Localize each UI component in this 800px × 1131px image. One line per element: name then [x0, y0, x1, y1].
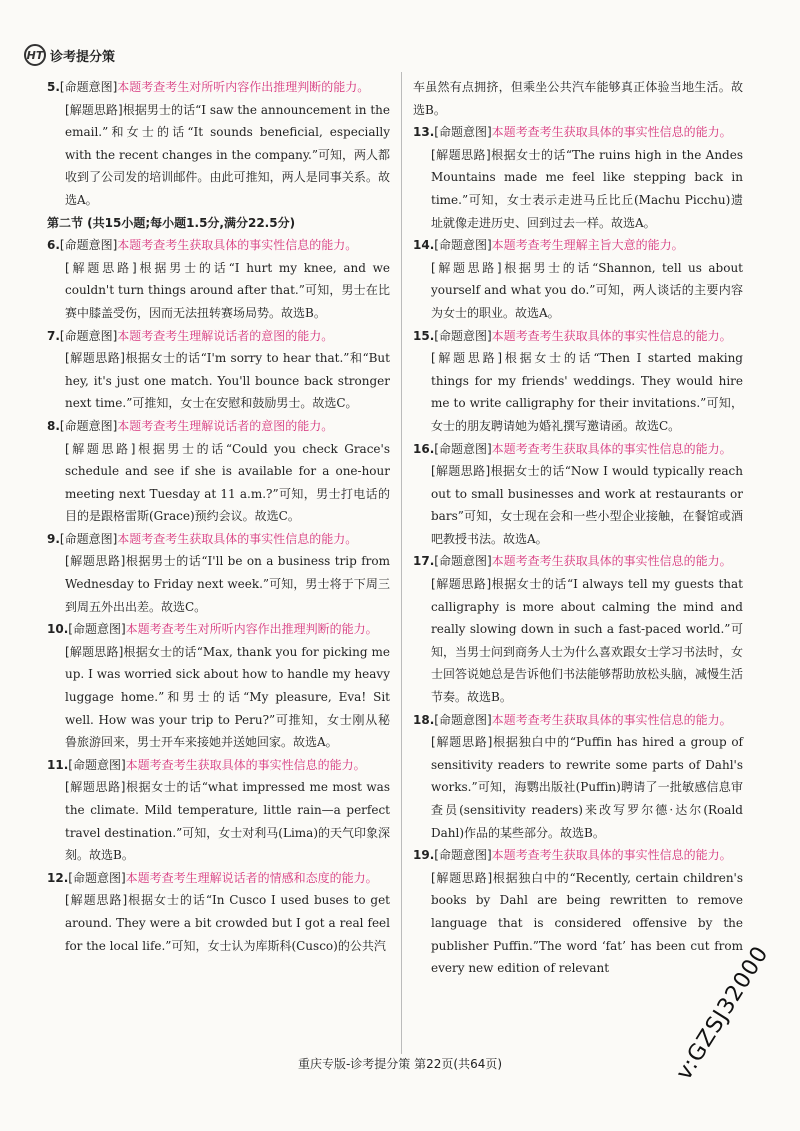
- analysis-line: [413, 144, 743, 234]
- question-block: [47, 618, 390, 754]
- question-block: [413, 234, 743, 324]
- analysis-text: 根据女士的话“Then I started making things for my friends' weddings. They would hire me to write calligraphy for their invitations.”可知，女士的朋友聘请她为婚礼撰写邀请函。故选C。: [431, 351, 743, 433]
- analysis-label: [解题思路]: [431, 147, 491, 162]
- intent-label: [命题意图]: [434, 848, 492, 863]
- question-number: 7.: [47, 328, 60, 343]
- intent-text: 本题考查考生获取具体的事实性信息的能力。: [491, 328, 732, 343]
- intent-text: 本题考查考生获取具体的事实性信息的能力。: [491, 554, 732, 569]
- question-number: 8.: [47, 418, 60, 433]
- question-number: 16.: [413, 441, 435, 456]
- intent-label: [命题意图]: [434, 238, 492, 253]
- intent-line: [413, 438, 743, 461]
- intent-label: [命题意图]: [59, 328, 118, 343]
- question-block: [47, 754, 390, 867]
- analysis-text: 根据女士的话“Now I would typically reach out to small businesses and work at restaurants or bars”可知，女士现在会和一些小型企业接触，在餐馆或酒吧教授书法。故选A。: [431, 464, 743, 546]
- analysis-text: 根据女士的话“I always tell my guests that calligraphy is more about calming the mind and really slowing down in such a fast-paced world.”可知，当男士问到商务人士为什么喜欢跟女士学习书法时，女士回答说她总是告诉他们书法能够帮助放松头脑，减慢生活节奏。故选B。: [431, 577, 744, 705]
- question-number: 9.: [47, 531, 60, 546]
- intent-text: 本题考查考生对所听内容作出推理判断的能力。: [125, 622, 378, 637]
- intent-label: [命题意图]: [434, 441, 492, 456]
- analysis-label: [解题思路]: [431, 351, 503, 366]
- intent-label: [命题意图]: [434, 712, 492, 727]
- analysis-line: [47, 347, 390, 415]
- intent-line: [47, 867, 390, 890]
- intent-text: 本题考查考生理解说话者的意图的能力。: [117, 418, 334, 433]
- analysis-label: [解题思路]: [65, 780, 126, 795]
- analysis-label: [解题思路]: [65, 554, 126, 569]
- intent-label: [命题意图]: [68, 870, 126, 885]
- intent-label: [命题意图]: [59, 238, 118, 253]
- question-block: [413, 121, 743, 234]
- page-footer: 重庆专版-诊考提分策 第22页(共64页): [297, 1057, 503, 1071]
- analysis-label: [解题思路]: [65, 441, 136, 456]
- question-block: [413, 438, 743, 551]
- intent-line: [47, 325, 390, 348]
- intent-text: 本题考查考生获取具体的事实性信息的能力。: [491, 712, 732, 727]
- intent-label: [命题意图]: [59, 80, 118, 94]
- brand-logo-icon: HT: [24, 44, 46, 66]
- analysis-line: [413, 460, 743, 550]
- analysis-text: 根据女士的话“In Cusco I used buses to get around. They were a bit crowded but I got a real feel for the local life.”可知，女士认为库斯科(Cusco)的公共汽: [65, 893, 390, 953]
- question-block: [47, 867, 390, 957]
- analysis-text: 根据独白中的“Recently, certain children's books by Dahl are being rewritten to remove language that is considered offensive by the publisher Puffin.”The word ‘fat’ has been cut from every new edition of relevant: [431, 870, 744, 976]
- question-block: [47, 234, 390, 324]
- analysis-label: [解题思路]: [65, 644, 124, 659]
- question-number: 5.: [47, 80, 60, 94]
- intent-label: [命题意图]: [68, 622, 126, 637]
- intent-label: [命题意图]: [59, 418, 118, 433]
- intent-label: [命题意图]: [434, 554, 492, 569]
- intent-label: [命题意图]: [434, 125, 492, 140]
- intent-line: [413, 121, 743, 144]
- analysis-text: 根据独白中的“Puffin has hired a group of sensitivity readers to rewrite some parts of Dahl's works.”可知，海鹦出版社(Puffin)聘请了一批敏感信息审查员(sensitivity readers)来改写罗尔德·达尔(Roald Dahl)作品的某些部分。故选B。: [431, 735, 743, 840]
- analysis-line: [47, 889, 390, 957]
- intent-line: [47, 76, 390, 99]
- intent-line: [47, 618, 390, 641]
- analysis-label: [解题思路]: [65, 351, 125, 366]
- intent-label: [命题意图]: [434, 328, 492, 343]
- brand-name: 诊考提分策: [50, 49, 116, 65]
- question-block: [413, 709, 743, 845]
- analysis-label: [解题思路]: [65, 893, 128, 908]
- intent-text: 本题考查考生获取具体的事实性信息的能力。: [125, 757, 366, 772]
- intent-line: [413, 844, 743, 867]
- analysis-label: [解题思路]: [431, 577, 492, 592]
- analysis-line: [413, 257, 743, 325]
- analysis-label: [解题思路]: [431, 260, 502, 275]
- question-number: 19.: [413, 848, 435, 863]
- intent-text: 本题考查考生获取具体的事实性信息的能力。: [491, 848, 732, 863]
- intent-text: 本题考查考生对所听内容作出推理判断的能力。: [117, 80, 370, 94]
- section-heading: 第二节 (共15小题;每小题1.5分,满分22.5分): [47, 215, 296, 230]
- intent-label: [命题意图]: [59, 531, 118, 546]
- analysis-label: [解题思路]: [431, 464, 491, 479]
- intent-line: [413, 234, 743, 257]
- question-block: [47, 415, 390, 528]
- intent-text: 本题考查考生理解说话者的意图的能力。: [117, 328, 334, 343]
- analysis-line: [47, 438, 390, 528]
- question-number: 15.: [413, 328, 435, 343]
- intent-line: [413, 550, 743, 573]
- analysis-text: 根据男士的话“I hurt my knee, and we couldn't turn things around after that.”可知，男士在比赛中膝盖受伤，因而无法扭转赛场局势。故选B。: [65, 260, 391, 320]
- analysis-line: [47, 550, 390, 618]
- question-block: [47, 325, 390, 415]
- analysis-label: [解题思路]: [65, 260, 137, 275]
- intent-text: 本题考查考生获取具体的事实性信息的能力。: [117, 238, 358, 253]
- intent-text: 本题考查考生获取具体的事实性信息的能力。: [491, 441, 732, 456]
- intent-text: 本题考查考生理解说话者的情感和态度的能力。: [125, 870, 378, 885]
- analysis-label: [解题思路]: [65, 102, 123, 117]
- question-number: 6.: [47, 238, 60, 253]
- analysis-text: 根据男士的话“I'll be on a business trip from Wednesday to Friday next week.”可知，男士将于下周三到周五外出出差。故选C。: [65, 554, 390, 614]
- question-number: 17.: [413, 554, 435, 569]
- continued-text: 车虽然有点拥挤，但乘坐公共汽车能够真正体验当地生活。故选B。: [413, 80, 743, 117]
- right-column: [413, 76, 743, 980]
- intent-text: 本题考查考生获取具体的事实性信息的能力。: [491, 125, 732, 140]
- intent-line: [47, 528, 390, 551]
- left-column: [47, 76, 390, 957]
- intent-text: 本题考查考生获取具体的事实性信息的能力。: [117, 531, 358, 546]
- intent-text: 本题考查考生理解主旨大意的能力。: [491, 238, 684, 253]
- question-number: 11.: [47, 757, 69, 772]
- question-block: [413, 844, 743, 980]
- analysis-text: 根据男士的话“Could you check Grace's schedule and see if she is available for a one-hour meeting next Tuesday at 11 a.m.?”可知，男士打电话的目的是跟格雷斯(Grace)预约会议。故选C。: [65, 441, 390, 524]
- analysis-line: [413, 347, 743, 437]
- analysis-line: [47, 641, 390, 754]
- analysis-line: [47, 99, 390, 212]
- question-number: 12.: [47, 870, 69, 885]
- analysis-text: 根据男士的话“I saw the announcement in the email.”和女士的话“It sounds beneficial, especially with the recent changes in the company.”可知，两人都收到了公司发的培训邮件。由此可推知，两人是同事关系。故选A。: [65, 102, 390, 207]
- question-block: [47, 76, 390, 212]
- analysis-line: [47, 776, 390, 866]
- page-header: [24, 40, 115, 70]
- intent-line: [47, 234, 390, 257]
- analysis-label: [解题思路]: [431, 870, 493, 885]
- question-number: 13.: [413, 125, 435, 140]
- analysis-line: [413, 731, 743, 844]
- column-divider: [401, 72, 402, 1054]
- analysis-line: [413, 573, 743, 709]
- analysis-text: 根据女士的话“Max, thank you for picking me up. I was worried sick about how to handle my heavy luggage home.”和男士的话“My pleasure, Eva! Sit well. How was your trip to Peru?”可推知，女士刚从秘鲁旅游回来，男士开车来接她并送她回家。故选A。: [65, 644, 390, 750]
- question-block: [413, 325, 743, 438]
- question-number: 18.: [413, 712, 435, 727]
- watermark-text: v:GZSJ32000: [671, 941, 774, 1085]
- analysis-text: 根据女士的话“I'm sorry to hear that.”和“But hey, it's just one match. You'll bounce back stronger next time.”可推知，女士在安慰和鼓励男士。故选C。: [65, 351, 390, 411]
- analysis-line: [47, 257, 390, 325]
- analysis-text: 根据女士的话“The ruins high in the Andes Mountains made me feel like stepping back in time.”可知，女士表示走进马丘比丘(Machu Picchu)遗址就像走进历史、回到过去一样。故选A。: [431, 147, 743, 230]
- intent-line: [413, 325, 743, 348]
- intent-label: [命题意图]: [68, 757, 126, 772]
- question-block: [47, 528, 390, 618]
- question-number: 14.: [413, 238, 435, 253]
- analysis-line: [413, 867, 743, 980]
- analysis-text: 根据男士的话“Shannon, tell us about yourself and what you do.”可知，两人谈话的主要内容为女士的职业。故选A。: [431, 260, 743, 320]
- intent-line: [413, 709, 743, 732]
- intent-line: [47, 754, 390, 777]
- question-block: [413, 550, 743, 708]
- analysis-label: [解题思路]: [431, 735, 493, 750]
- intent-line: [47, 415, 390, 438]
- question-number: 10.: [47, 622, 69, 637]
- analysis-text: 根据女士的话“what impressed me most was the climate. Mild temperature, little rain—a perfect travel destination.”可知，女士对利马(Lima)的天气印象深刻。故选B。: [65, 780, 390, 863]
